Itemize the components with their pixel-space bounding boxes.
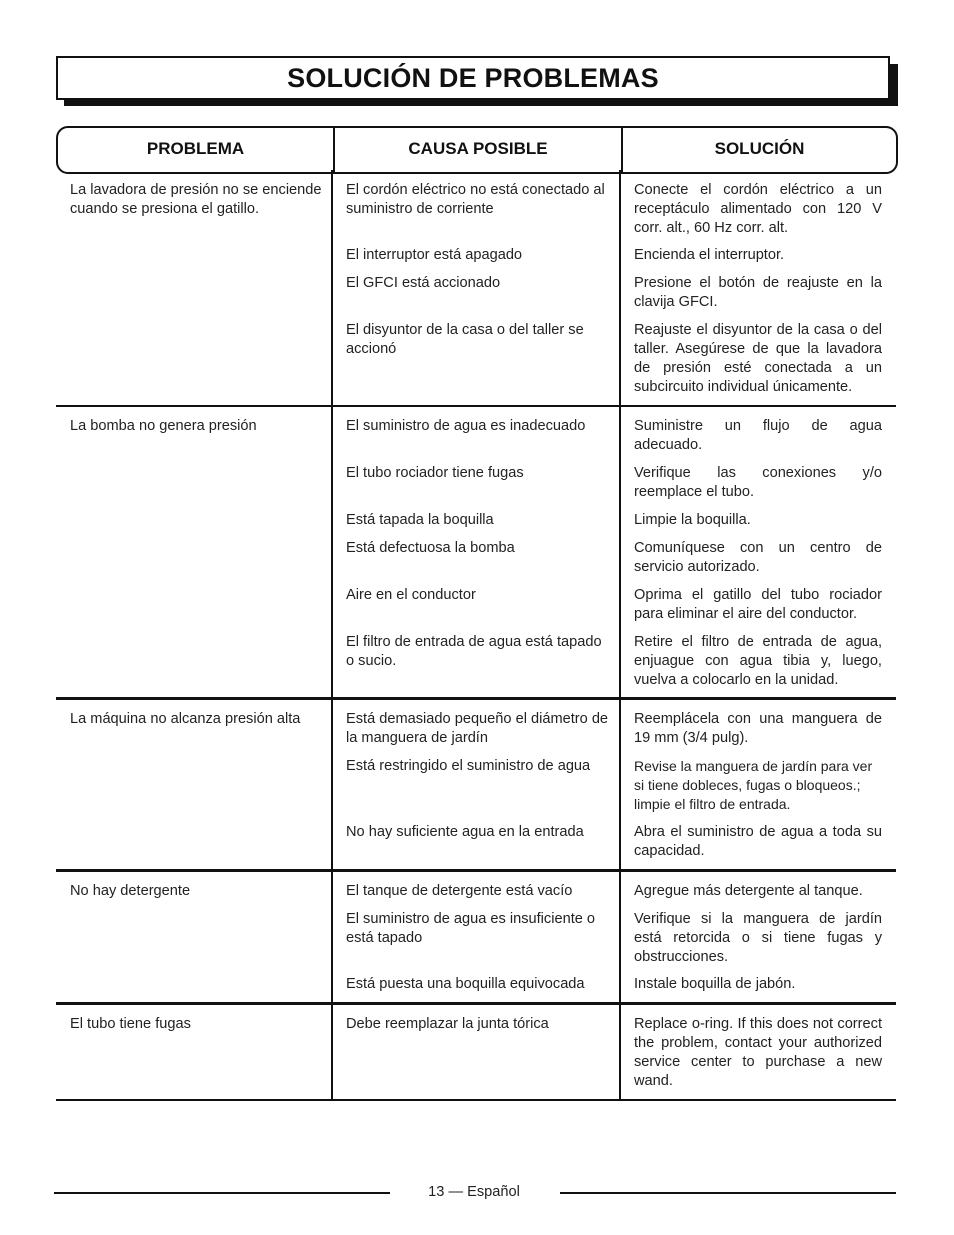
- solution-cell: Comuníquese con un centro de servicio autorizado.: [634, 540, 882, 575]
- cause-cell: El suministro de agua es insuficiente o está tapado: [346, 911, 596, 946]
- solution-cell: Suministre un flujo de agua adecuado.: [634, 418, 882, 453]
- problem-cell: El tubo tiene fugas: [70, 1016, 191, 1032]
- solution-cell: Revise la manguera de jardín para ver si tiene dobleces, fugas o bloqueos.; limpie el filtro de entrada.: [634, 758, 873, 812]
- solution-cell: Verifique las conexiones y/o reemplace el tubo.: [634, 465, 882, 500]
- cause-cell: El disyuntor de la casa o del taller se accionó: [346, 322, 584, 357]
- solution-cell: Replace o-ring. If this does not correct the problem, contact your authorized service center to purchase a new wand.: [634, 1016, 882, 1089]
- solution-cell: Conecte el cordón eléctrico a un receptáculo alimentado con 120 V corr. alt., 60 Hz corr. alt.: [634, 182, 882, 236]
- row-separator: [56, 697, 896, 700]
- row-separator: [56, 1002, 896, 1005]
- column-divider: [619, 170, 621, 1100]
- cause-cell: Está demasiado pequeño el diámetro de la manguera de jardín: [346, 711, 609, 746]
- cause-cell: El interruptor está apagado: [346, 247, 523, 263]
- row-separator: [56, 1099, 896, 1101]
- solution-cell: Reajuste el disyuntor de la casa o del taller. Asegúrese de que la lavadora de presión esté conectada a un subcircuito individual únicamente.: [634, 322, 882, 395]
- cause-cell: Está puesta una boquilla equivocada: [346, 976, 585, 992]
- cause-cell: El suministro de agua es inadecuado: [346, 418, 586, 434]
- solution-cell: Instale boquilla de jabón.: [634, 976, 796, 992]
- page-number: 13 — Español: [428, 1184, 520, 1200]
- cause-cell: El cordón eléctrico no está conectado al suministro de corriente: [346, 182, 605, 217]
- column-divider: [331, 170, 333, 1100]
- page-title: SOLUCIÓN DE PROBLEMAS: [287, 63, 659, 93]
- solution-cell: Abra el suministro de agua a toda su capacidad.: [634, 824, 882, 859]
- table-header: [56, 126, 898, 174]
- cause-cell: El tubo rociador tiene fugas: [346, 465, 524, 481]
- cause-cell: El GFCI está accionado: [346, 275, 501, 291]
- solution-cell: Encienda el interruptor.: [634, 247, 785, 263]
- cause-cell: Aire en el conductor: [346, 587, 476, 603]
- row-separator: [56, 869, 896, 872]
- cause-cell: Está restringido el suministro de agua: [346, 758, 591, 774]
- cause-cell: El tanque de detergente está vacío: [346, 883, 573, 899]
- solution-cell: Agregue más detergente al tanque.: [634, 883, 863, 899]
- footer-rule-left: [54, 1192, 390, 1194]
- problem-cell: La máquina no alcanza presión alta: [70, 711, 301, 727]
- solution-cell: Reemplácela con una manguera de 19 mm (3/4 pulg).: [634, 711, 882, 746]
- solution-cell: Verifique si la manguera de jardín está retorcida o si tiene fugas y obstrucciones.: [634, 911, 882, 965]
- problem-cell: La lavadora de presión no se enciende cuando se presiona el gatillo.: [70, 182, 322, 217]
- cause-cell: Debe reemplazar la junta tórica: [346, 1016, 549, 1032]
- header-problem: PROBLEMA: [146, 139, 245, 158]
- solution-cell: Retire el filtro de entrada de agua, enjuague con agua tibia y, luego, vuelva a colocarlo en la unidad.: [634, 634, 882, 688]
- cause-cell: Está defectuosa la bomba: [346, 540, 515, 556]
- solution-cell: Limpie la boquilla.: [634, 512, 751, 528]
- cause-cell: El filtro de entrada de agua está tapado o sucio.: [346, 634, 602, 669]
- solution-cell: Presione el botón de reajuste en la clavija GFCI.: [634, 275, 882, 310]
- footer-rule-right: [560, 1192, 896, 1194]
- title-banner: [56, 56, 890, 100]
- problem-cell: No hay detergente: [70, 883, 191, 899]
- row-separator: [56, 405, 896, 407]
- solution-cell: Oprima el gatillo del tubo rociador para eliminar el aire del conductor.: [634, 587, 882, 622]
- problem-cell: La bomba no genera presión: [70, 418, 257, 434]
- cause-cell: No hay suficiente agua en la entrada: [346, 824, 584, 840]
- header-solution: SOLUCIÓN: [714, 139, 805, 158]
- cause-cell: Está tapada la boquilla: [346, 512, 494, 528]
- header-cause: CAUSA POSIBLE: [408, 139, 548, 158]
